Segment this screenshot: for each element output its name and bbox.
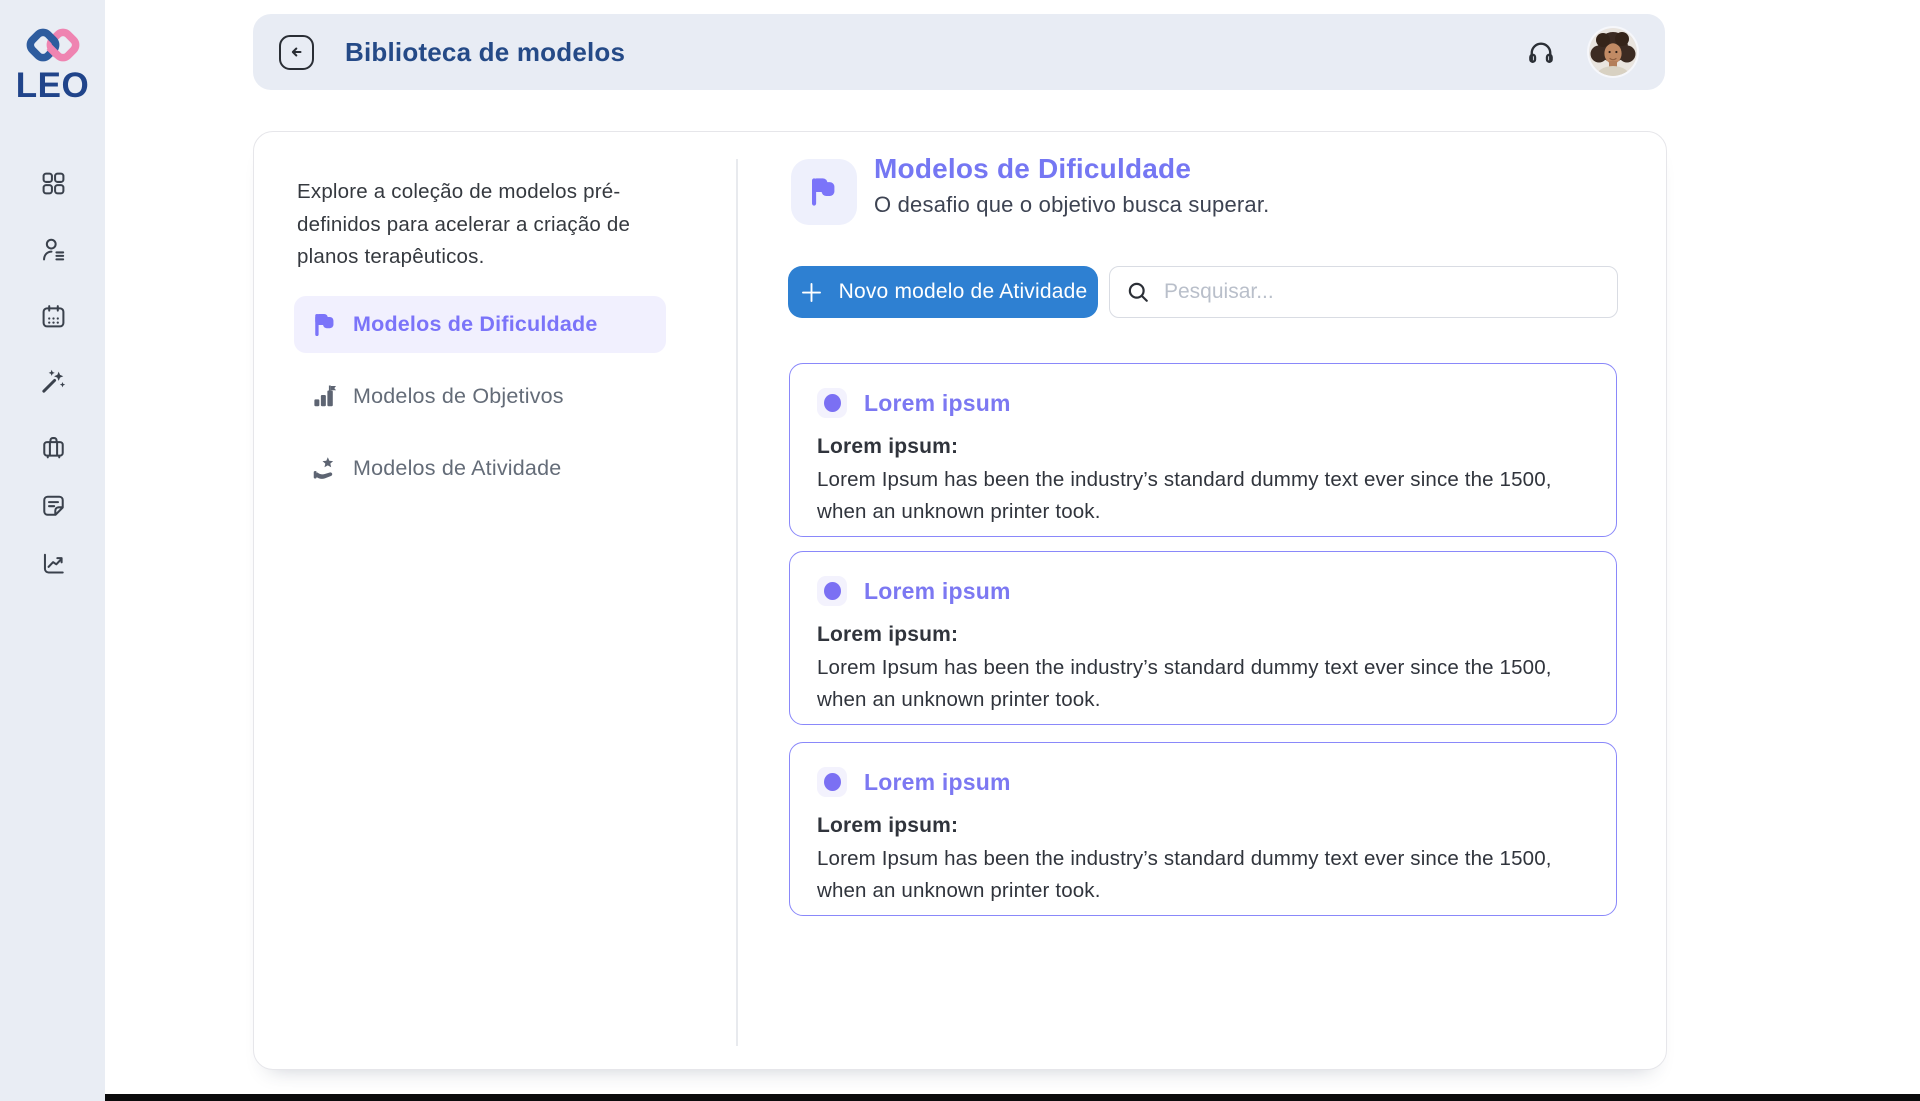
calendar-icon[interactable] (33, 296, 73, 336)
logo-text: LEO (15, 66, 90, 105)
new-model-button[interactable] (788, 266, 1098, 318)
hand-star-icon (312, 456, 338, 482)
dot-icon (817, 767, 847, 797)
plus-icon (799, 280, 824, 305)
briefcase-icon[interactable] (33, 427, 73, 467)
app-logo (0, 14, 105, 106)
support-button[interactable] (1521, 32, 1561, 72)
model-card[interactable] (789, 742, 1617, 916)
avatar-image (1589, 28, 1637, 76)
headphones-icon (1526, 37, 1556, 67)
library-intro-text: Explore a coleção de modelos pré-definidos para acelerar a criação de planos terapêuticos. (297, 180, 631, 268)
dot-icon (817, 576, 847, 606)
flag-icon (808, 176, 840, 208)
menu-item-label: Modelos de Objetivos (353, 384, 564, 408)
menu-item-modelos-objetivos[interactable] (294, 368, 666, 425)
logo-chain-icon (16, 22, 90, 68)
goal-chart-flag-icon (312, 384, 338, 410)
menu-item-modelos-dificuldade[interactable] (294, 296, 666, 353)
card-heading: Lorem ipsum: (817, 623, 959, 646)
section-icon-box (791, 159, 857, 225)
section-title: Modelos de Dificuldade (874, 153, 1192, 184)
search-field (1109, 266, 1618, 318)
arrow-left-icon (287, 42, 307, 62)
card-title: Lorem ipsum (864, 578, 1011, 604)
dot-icon (817, 388, 847, 418)
card-body: Lorem Ipsum has been the industry’s standard dummy text ever since the 1500, when an unknown printer took. (817, 656, 1552, 711)
card-body: Lorem Ipsum has been the industry’s standard dummy text ever since the 1500, when an unknown printer took. (817, 847, 1552, 902)
search-input[interactable] (1164, 280, 1601, 304)
library-panel (253, 131, 1667, 1070)
card-body: Lorem Ipsum has been the industry’s standard dummy text ever since the 1500, when an unknown printer took. (817, 468, 1552, 523)
notes-icon[interactable] (33, 485, 73, 525)
card-heading: Lorem ipsum: (817, 814, 959, 837)
patients-icon[interactable] (33, 229, 73, 269)
card-heading: Lorem ipsum: (817, 435, 959, 458)
bottom-edge-bar (105, 1094, 1920, 1101)
column-divider (736, 159, 738, 1046)
new-model-button-label: Novo modelo de Atividade (838, 280, 1088, 303)
section-subtitle: O desafio que o objetivo busca superar. (874, 192, 1270, 217)
page-title: Biblioteca de modelos (345, 36, 626, 67)
analytics-icon[interactable] (33, 543, 73, 583)
model-card[interactable] (789, 363, 1617, 537)
search-icon (1126, 280, 1151, 305)
sidebar (0, 0, 105, 1101)
menu-item-label: Modelos de Atividade (353, 456, 562, 480)
card-title: Lorem ipsum (864, 390, 1011, 416)
dashboard-icon[interactable] (33, 163, 73, 203)
menu-item-modelos-atividade[interactable] (294, 440, 666, 497)
back-button[interactable] (279, 35, 314, 70)
menu-item-label: Modelos de Dificuldade (353, 312, 598, 336)
magic-wand-icon[interactable] (33, 361, 73, 401)
page-header (253, 14, 1665, 90)
model-card[interactable] (789, 551, 1617, 725)
flag-icon (312, 312, 338, 338)
user-avatar[interactable] (1589, 28, 1637, 76)
card-title: Lorem ipsum (864, 769, 1011, 795)
